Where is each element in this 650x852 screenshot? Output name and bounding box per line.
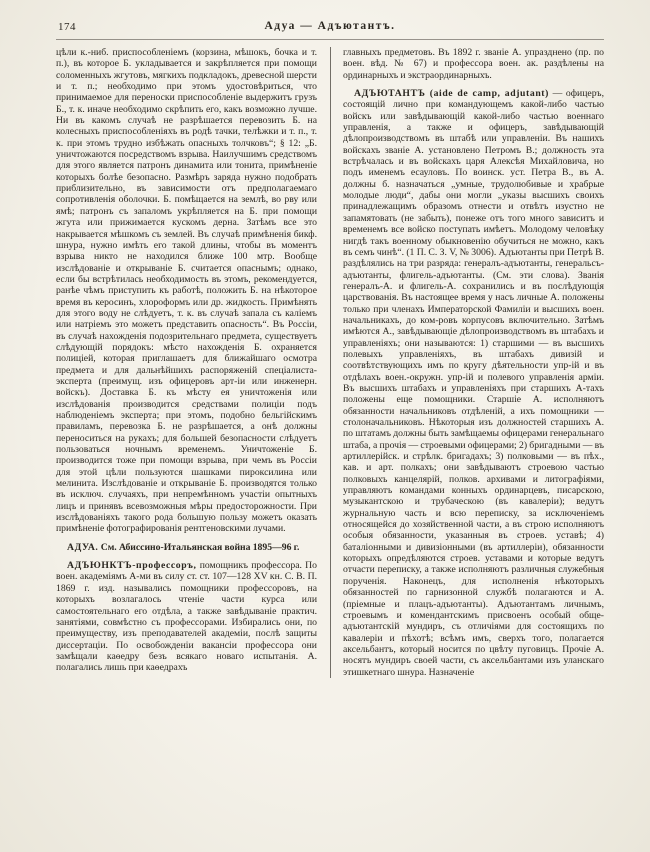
left-column bbox=[56, 47, 317, 678]
entry-adua-headword: АДУА. bbox=[67, 541, 99, 553]
entry-adjutant-text: — офицеръ, состоящій лично при командующемъ какой-либо частью войскъ или завѣдывающій какой-либо частью военнаго управленія, а также и офицеръ, завѣдывающій дѣлопроизводствомъ въ штабѣ или управленіи. Въ нашихъ войскахъ званіе А. установлено Петромъ В.; должность эта встрѣчалась и въ войскахъ царя Алексѣя Михайловича, но подъ именемъ есауловъ. По воинск. уст. Петра В., въ А. должны б. назначаться „умные, трудолюбивые и храбрые молодые люди“, дабы они могли „указы высшихъ своихъ принадлежащимъ образомъ отнести и отвѣтъ изустно не запамятовать (не забыть), понеже отъ того много зависитъ и временемъ все войско поступать имѣетъ. Молодому человѣку нигдѣ такъ военному обыкновенію обучиться не можно, какъ въ семъ чинѣ“. (1 П. С. З. V, № 3006). Адъютанты при Петрѣ В. раздѣлялись на три разряда: генералъ-адъютанты, генеральсъ-адъютанты, флигель-адъютанты. (См. эти слова). Званія генералъ-А. и флигель-А. сохранились и въ послѣдующія царствованія. Въ настоящее время у насъ личные А. положены только при членахъ Императорской Фамиліи и высшихъ воен. начальникахъ, до ком-ровъ корпусовъ включительно. Затѣмъ имѣются А., завѣдывающіе дѣлопроизводствомъ въ штабахъ и управленіяхъ; они называются: 1) старшими — въ высшихъ полевыхъ управленіяхъ, въ штабахъ дивизій и соотвѣтствующихъ имъ по кругу дѣятельности упр-ій и въ отдѣлахъ воен.-окружн. упр-ій и полевого управленія арміи. Въ высшихъ штабахъ и управленіяхъ при старшихъ А-тахъ положены еще помощники. Старшіе А. исполняютъ обязанности начальниковъ отдѣленій, а ихъ помощники — столоначальниковъ. Нѣкоторыя изъ должностей старшихъ А. по штатамъ должны быть замѣщаемы офицерами генеральнаго штаба, а прочія — строевыми офицерами; 2) бригадными — въ артиллерійск. и стрѣлк. бригадахъ; 3) полковыми — въ пѣх., кав. и арт. полкахъ; они завѣдываютъ строевою частью полковыхъ канцелярій, полков. архивами и литографіями, управляютъ командами конныхъ ординарцевъ, писарскою, музыкантскою и трубаческою (въ кавалеріи); ведутъ журнальную часть и всю переписку, за исключеніемъ относящейся до хозяйственной части, а въ строю исполняютъ особыя обязанности, указанныя въ строев. уставѣ; 4) баталіонными и дивизіонными (въ артиллеріи), обязанности которыхъ опредѣляются строев. уставами и которые ведутъ отчасти переписку, а также исполняютъ различныя служебныя порученія. Наконецъ, для исполненія нѣкоторыхъ обязанностей по гарнизонной службѣ полагаются и А. (пріемные и плацъ-адъютанты). Адъютантамъ личнымъ, строевымъ и комендантскимъ присвоенъ особый обще-адъютантскій мундиръ, съ отличіями для состоящихъ по кавалеріи и пѣхотѣ; всѣмъ имъ, сверхъ того, полагается аксельбантъ, который носится по цвѣту пуговицъ. Прочіе А. носятъ мундиръ своей части, съ аксельбантами изъ уланскаго этишкетнаго шнура. Назначеніе bbox=[343, 88, 604, 678]
page-number: 174 bbox=[58, 21, 76, 33]
text-columns bbox=[56, 47, 604, 678]
running-title: Адуа — Адъютантъ. bbox=[264, 20, 396, 32]
page-header bbox=[56, 20, 604, 40]
previous-article-continuation: цѣли к.-ниб. приспособленіемъ (корзина, мѣшокъ, бочка и т. п.), въ которое Б. укладывается и закрѣпляется при помощи соломенныхъ жгутовъ, мягкихъ подкладокъ, древесной шерсти и т. п.; необходимо при этомъ удостовѣриться, что принимаемое для переноски приспособленіе выдержитъ грузъ Б., т. к. иначе необходимо скрѣпить его, какъ возможно лучше. Ни въ какомъ случаѣ не разрѣшается перевозить Б. на колесныхъ приспособленіяхъ въ родѣ тачки, телѣжки и т. п., т. к. при этомъ трудно избѣжать опасныхъ толчковъ“; § 12: „Б. уничтожаются посредствомъ взрыва. Наилучшимъ средствомъ для этого является патронъ динамита или тонита, примѣненіе которыхъ болѣе безопасно. Размѣръ заряда нужно подобрать приблизительно, въ зависимости отъ предполагаемаго сопротивленія оболочки. Б. помѣщается на землѣ, во рву или ямѣ; патронъ съ запаломъ укрѣпляется на Б. при помощи жгута или прижимается кускомъ дерна. Затѣмъ все это накрывается мѣшкомъ съ землей. Въ случаѣ примѣненія бикф. шнура, нужно имѣть его такой длины, чтобы въ моментъ взрыва никто не находился ближе 100 мтр. Вообще изслѣдованіе и открываніе Б. считается опаснымъ; однако, если бы встрѣтилась необходимость въ этомъ, рекомендуется, ранѣе чѣмъ приступить къ работѣ, положить Б. на нѣкоторое время въ керосинъ, хлороформъ или др. жидкость. Примѣнять для этого воду не слѣдуетъ, т. к. въ случаѣ запала съ каліемъ или натріемъ это можетъ представить опасность“. Въ Россіи, въ случаѣ нахожденія подозрительнаго предмета, существуетъ слѣдующій порядокъ: мѣсто нахожденія Б. охраняется полиціей, которая приглашаетъ для ближайшаго осмотра предмета и для дальнѣйшихъ распоряженій спеціалиста-эксперта (преимущ. изъ офицеровъ арт-іи или инженерн. войскъ). Доставка Б. къ мѣсту ея уничтоженія или изслѣдованія производится средствами полиціи подъ наблюденіемъ эксперта; при этомъ, подобно бельгійскимъ правиламъ, перевозка Б. не разрѣшается, а онѣ должны переноситься на рукахъ; для большей безопасности слѣдуетъ пользоваться ночнымъ временемъ. Уничтоженіе Б. производится тоже при помощи взрыва, при чемъ въ Россіи для этой цѣли пользуются шашками пироксилина или мелинита. Изслѣдованіе и открываніе Б. производятся только въ исключ. случаяхъ, при непремѣнномъ участіи опытныхъ лицъ и принявъ всевозможныя мѣры предосторожности. При изслѣдованіяхъ такого рода большую пользу можетъ оказать примѣненіе фотографированія рентгеновскими лучами. bbox=[56, 47, 317, 535]
entry-adjunct-professor bbox=[56, 560, 317, 673]
entry-adjutant bbox=[343, 88, 604, 678]
entry-adjunct-professor-text: помощникъ профессора. По воен. академіямъ А-ми въ силу ст. ст. 107—128 XV кн. С. В. П. 1869 г. изд. назывались помощники профессоровъ, на которыхъ возлагалось чтеніе части курса или самостоятельнаго его отдѣла, а также завѣдываніе практич. занятіями, совмѣстно съ профессорами. Избирались они, по преимуществу, изъ преподавателей академіи, послѣ защиты диссертаціи. По освобожденіи вакансіи профессора они замѣщали каѳедру безъ всякаго новаго испытанія. А. полагались лишь при каѳедрахъ bbox=[56, 560, 317, 674]
right-column bbox=[343, 47, 604, 678]
column-divider-rule bbox=[330, 47, 331, 678]
adjunct-article-continuation: главныхъ предметовъ. Въ 1892 г. званіе А. упразднено (пр. по воен. вѣд. № 67) и профессора воен. ак. раздѣлены на ординарныхъ и экстраординарныхъ. bbox=[343, 47, 604, 81]
entry-adjunct-professor-headword: АДЪЮНКТЪ-профессоръ, bbox=[67, 560, 197, 572]
entry-adua-cross-reference: См. Абиссино-Итальянская война 1895—96 г. bbox=[100, 541, 300, 553]
entry-adua bbox=[56, 542, 317, 553]
entry-adjutant-headword: АДЪЮТАНТЪ (aide de camp, adjutant) bbox=[354, 88, 549, 100]
